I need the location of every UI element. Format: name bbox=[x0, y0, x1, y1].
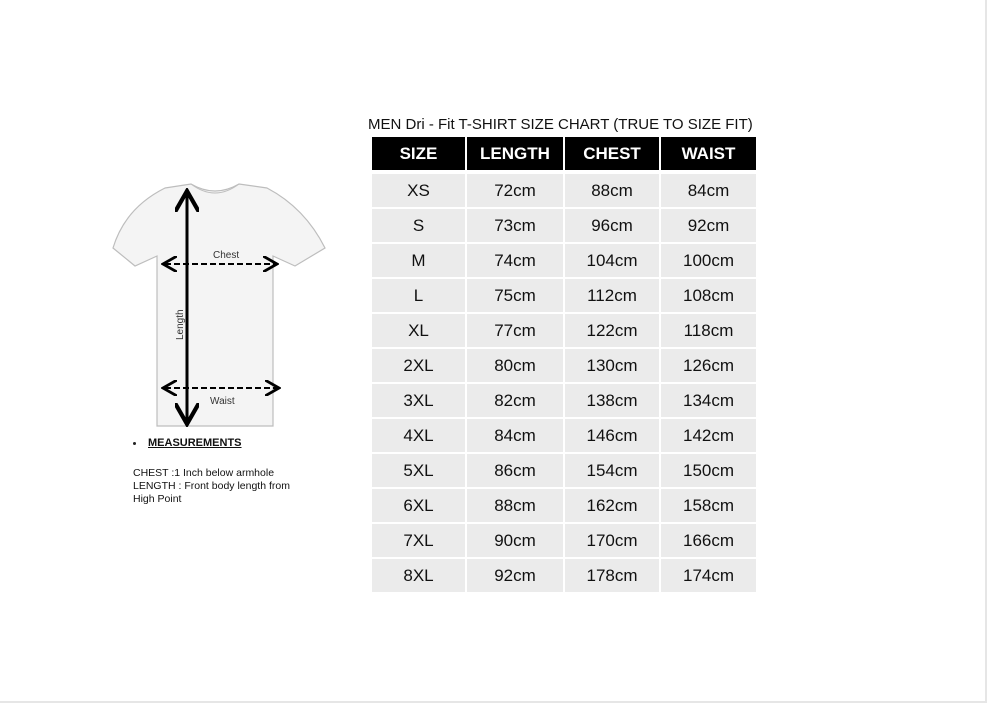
size-chart-table bbox=[370, 137, 758, 592]
table-row bbox=[372, 487, 756, 522]
table-header-row bbox=[372, 137, 756, 170]
table-row bbox=[372, 207, 756, 242]
cell-waist: 174cm bbox=[661, 557, 756, 592]
cell-waist: 142cm bbox=[661, 417, 756, 452]
measurements-line: CHEST :1 Inch below armhole bbox=[133, 467, 275, 479]
cell-chest: 138cm bbox=[565, 382, 659, 417]
cell-length: 72cm bbox=[467, 170, 563, 207]
cell-length: 73cm bbox=[467, 207, 563, 242]
table-row bbox=[372, 242, 756, 277]
bullet-icon bbox=[133, 442, 136, 445]
cell-waist: 150cm bbox=[661, 452, 756, 487]
cell-length: 75cm bbox=[467, 277, 563, 312]
header-size: SIZE bbox=[372, 137, 465, 170]
tshirt-illustration bbox=[105, 178, 335, 438]
table-row bbox=[372, 417, 756, 452]
cell-chest: 112cm bbox=[565, 277, 659, 312]
cell-size: 2XL bbox=[372, 347, 465, 382]
cell-length: 82cm bbox=[467, 382, 563, 417]
cell-size: XL bbox=[372, 312, 465, 347]
cell-size: L bbox=[372, 277, 465, 312]
cell-size: 8XL bbox=[372, 557, 465, 592]
cell-waist: 126cm bbox=[661, 347, 756, 382]
table-row bbox=[372, 382, 756, 417]
table-row bbox=[372, 277, 756, 312]
cell-chest: 104cm bbox=[565, 242, 659, 277]
measurements-line: LENGTH : Front body length from bbox=[133, 480, 290, 492]
cell-chest: 96cm bbox=[565, 207, 659, 242]
length-label: Length bbox=[175, 309, 186, 340]
table-row bbox=[372, 347, 756, 382]
measurements-heading: MEASUREMENTS bbox=[133, 437, 363, 449]
cell-size: XS bbox=[372, 170, 465, 207]
cell-size: 5XL bbox=[372, 452, 465, 487]
cell-length: 92cm bbox=[467, 557, 563, 592]
measurements-line: High Point bbox=[133, 493, 182, 505]
cell-length: 77cm bbox=[467, 312, 563, 347]
cell-size: 3XL bbox=[372, 382, 465, 417]
tshirt-diagram bbox=[105, 178, 335, 438]
cell-waist: 118cm bbox=[661, 312, 756, 347]
table-row bbox=[372, 522, 756, 557]
tshirt-shape bbox=[113, 184, 325, 426]
cell-chest: 154cm bbox=[565, 452, 659, 487]
cell-waist: 134cm bbox=[661, 382, 756, 417]
table-row bbox=[372, 170, 756, 207]
header-chest: CHEST bbox=[565, 137, 659, 170]
cell-chest: 130cm bbox=[565, 347, 659, 382]
cell-size: 7XL bbox=[372, 522, 465, 557]
cell-chest: 122cm bbox=[565, 312, 659, 347]
cell-size: 6XL bbox=[372, 487, 465, 522]
size-chart-title: MEN Dri - Fit T-SHIRT SIZE CHART (TRUE TO SIZE FIT) bbox=[368, 116, 753, 133]
cell-size: M bbox=[372, 242, 465, 277]
cell-waist: 158cm bbox=[661, 487, 756, 522]
measurements-text bbox=[133, 467, 363, 506]
table-row bbox=[372, 557, 756, 592]
cell-waist: 92cm bbox=[661, 207, 756, 242]
cell-length: 90cm bbox=[467, 522, 563, 557]
cell-length: 88cm bbox=[467, 487, 563, 522]
waist-label: Waist bbox=[210, 396, 235, 407]
table-row bbox=[372, 312, 756, 347]
measurements-note bbox=[133, 437, 363, 506]
cell-chest: 170cm bbox=[565, 522, 659, 557]
cell-chest: 88cm bbox=[565, 170, 659, 207]
cell-waist: 166cm bbox=[661, 522, 756, 557]
cell-waist: 100cm bbox=[661, 242, 756, 277]
cell-length: 80cm bbox=[467, 347, 563, 382]
cell-length: 84cm bbox=[467, 417, 563, 452]
cell-chest: 162cm bbox=[565, 487, 659, 522]
cell-length: 74cm bbox=[467, 242, 563, 277]
table-row bbox=[372, 452, 756, 487]
cell-size: 4XL bbox=[372, 417, 465, 452]
cell-waist: 108cm bbox=[661, 277, 756, 312]
cell-chest: 178cm bbox=[565, 557, 659, 592]
header-length: LENGTH bbox=[467, 137, 563, 170]
chest-label: Chest bbox=[213, 250, 240, 261]
cell-length: 86cm bbox=[467, 452, 563, 487]
cell-chest: 146cm bbox=[565, 417, 659, 452]
header-waist: WAIST bbox=[661, 137, 756, 170]
cell-size: S bbox=[372, 207, 465, 242]
cell-waist: 84cm bbox=[661, 170, 756, 207]
